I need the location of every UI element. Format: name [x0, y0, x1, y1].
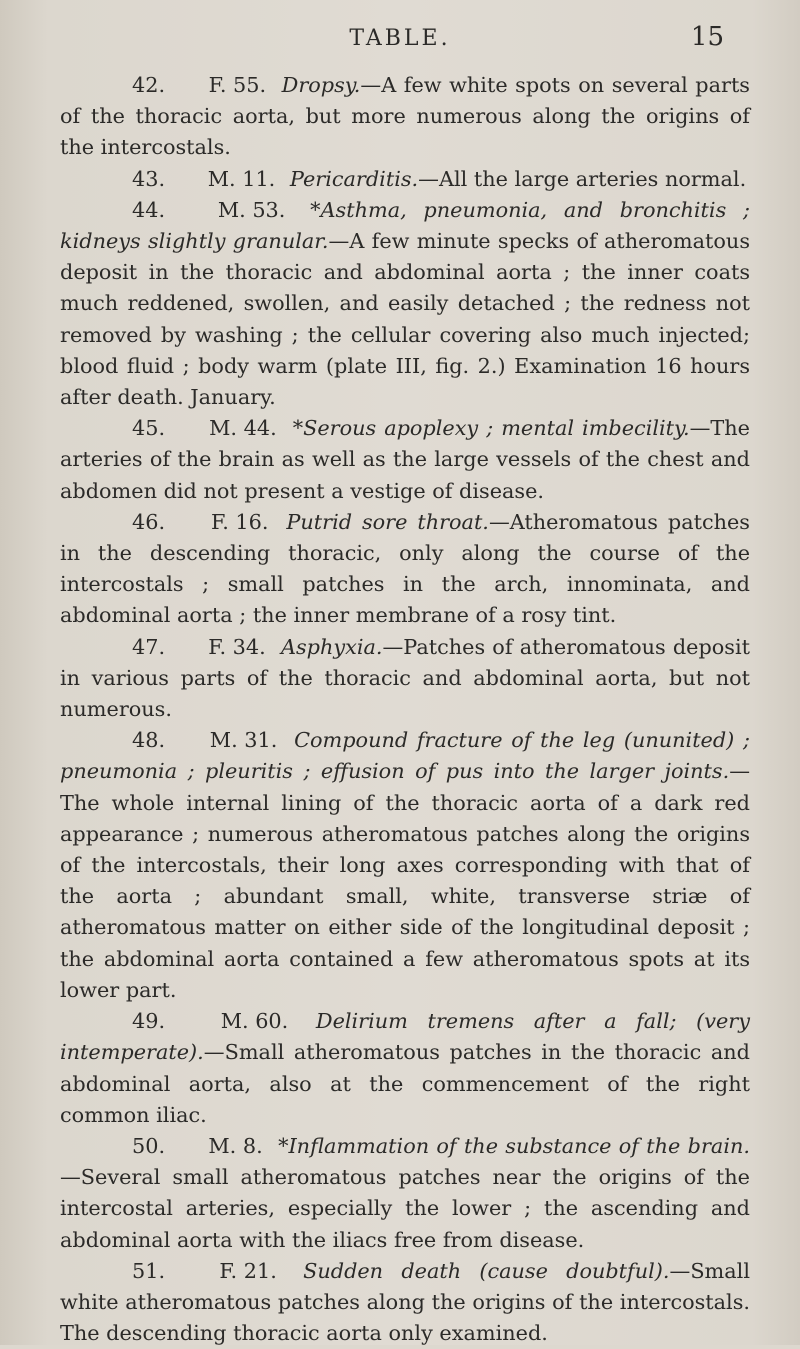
case-sex-age: M. 8. — [208, 1133, 263, 1158]
running-title: TABLE. — [349, 26, 451, 51]
case-findings: —The whole internal lining of the thoracic aorta of a dark red appearance ; numerous atheromatous patches along the origins of the intercostals, their long axes corresponding with that of the aorta ; abundant small, white, transverse striæ of atheromatous matter on either side of the longitudinal deposit ; the abdominal aorta contained a few atheromatous spots at its lower part. — [60, 759, 750, 1002]
case-findings: —Patches of atheromatous deposit in various parts of the thoracic and abdominal aorta, but not numerous. — [60, 634, 750, 722]
case-findings: —All the large arteries normal. — [418, 166, 747, 191]
case-number: 44. — [132, 197, 166, 222]
case-number: 49. — [132, 1009, 166, 1034]
case-findings: —The arteries of the brain as well as the large vessels of the chest and abdomen did not present a vestige of disease. — [60, 416, 750, 503]
case-diagnosis: Pericarditis. — [289, 166, 419, 191]
case-entry — [60, 195, 750, 413]
case-diagnosis: Delirium tremens after a fall; (very intemperate). — [60, 1009, 750, 1065]
case-diagnosis: *Asthma, pneumonia, and bronchitis ; kidneys slightly granular. — [60, 197, 750, 254]
case-entry — [60, 70, 750, 164]
case-findings: —A few minute specks of atheromatous deposit in the thoracic and abdominal aorta ; the inner coats much reddened, swollen, and easily detached ; the redness not removed by washing ; the cellular covering also much injected; blood fluid ; body warm (plate III, fig. 2.) Examination 16 hours after death. January. — [60, 229, 750, 410]
case-entry — [60, 1131, 750, 1256]
case-findings: —A few white spots on several parts of the thoracic aorta, but more numerous along the origins of the intercostals. — [60, 73, 750, 160]
case-number: 47. — [132, 634, 166, 659]
case-findings: —Small white atheromatous patches along the origins of the intercostals. The descending thoracic aorta only examined. — [60, 1258, 750, 1346]
case-table-text — [60, 70, 750, 1349]
case-entry — [60, 725, 750, 1006]
case-entry — [60, 1256, 750, 1349]
case-number: 42. — [132, 73, 166, 97]
case-sex-age: M. 53. — [217, 197, 286, 222]
case-diagnosis: Putrid sore throat. — [286, 509, 489, 534]
case-number: 48. — [132, 728, 166, 753]
case-number: 45. — [132, 416, 166, 441]
page-number: 15 — [690, 22, 724, 52]
case-entry — [60, 413, 750, 507]
case-findings: —Atheromatous patches in the descending thoracic, only along the course of the intercostals ; small patches in the arch, innominata, and abdominal aorta ; the inner membrane of a rosy tint. — [60, 509, 750, 628]
case-sex-age: M. 31. — [209, 728, 278, 753]
case-number: 50. — [132, 1133, 166, 1158]
case-sex-age: F. 16. — [211, 509, 269, 534]
case-entry — [60, 507, 750, 632]
case-sex-age: F. 55. — [208, 73, 267, 97]
case-entry — [60, 632, 750, 726]
case-sex-age: M. 44. — [209, 416, 277, 441]
page-header — [60, 22, 740, 62]
case-findings: —Several small atheromatous patches near the origins of the intercostal arteries, especially the lower ; the ascending and abdominal aorta with the iliacs free from disease. — [60, 1165, 750, 1252]
case-number: 51. — [132, 1258, 166, 1283]
case-findings: —Small atheromatous patches in the thoracic and abdominal aorta, also at the commencement of the right common iliac. — [60, 1040, 750, 1127]
case-sex-age: M. 60. — [220, 1009, 289, 1034]
case-diagnosis: *Inflammation of the substance of the brain. — [278, 1133, 750, 1158]
case-number: 43. — [132, 166, 166, 191]
case-diagnosis: *Serous apoplexy ; mental imbecility. — [292, 416, 690, 441]
case-entry — [60, 1006, 750, 1131]
case-number: 46. — [132, 509, 166, 534]
case-diagnosis: Sudden death (cause doubtful). — [303, 1258, 670, 1283]
case-diagnosis: Asphyxia. — [280, 634, 383, 659]
case-diagnosis: Dropsy. — [281, 73, 361, 97]
case-sex-age: F. 34. — [208, 634, 266, 659]
case-diagnosis: Compound fracture of the leg (ununited) ; pneumonia ; pleuritis ; effusion of pus into the larger joints. — [60, 728, 750, 784]
case-entry — [60, 164, 750, 195]
case-sex-age: M. 11. — [207, 166, 276, 191]
case-sex-age: F. 21. — [219, 1258, 277, 1283]
